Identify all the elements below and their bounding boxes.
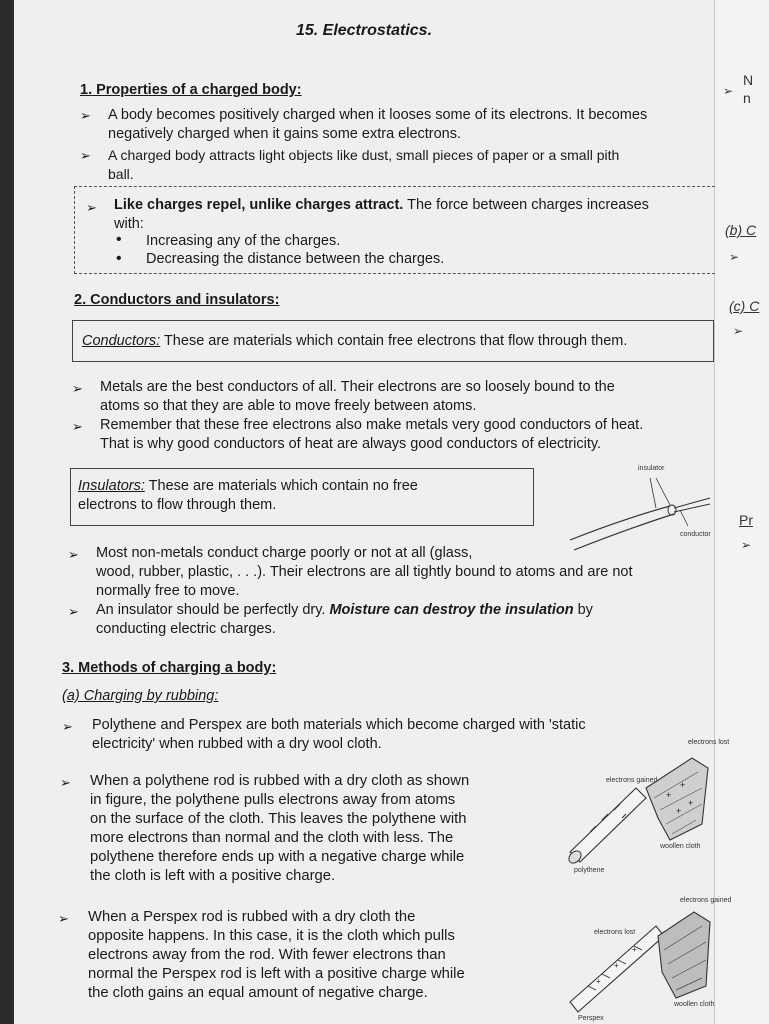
subsection-heading: (a) Charging by rubbing:: [62, 688, 219, 704]
paragraph: Metals are the best conductors of all. Their electrons are so loosely bound to the atoms so that they are able to move freely between atoms.: [100, 379, 615, 414]
paragraph: Polythene and Perspex are both materials which become charged with 'static electricity' when rubbed with a dry wool cloth.: [92, 717, 586, 752]
page-title: 15. Electrostatics.: [295, 22, 433, 39]
svg-text:+: +: [688, 798, 694, 808]
adjacent-arrow-icon: ➢: [741, 538, 752, 552]
svg-text:+: +: [596, 977, 601, 986]
key-point-text: Like charges repel, unlike charges attract. The force between charges increases: [114, 197, 649, 213]
bullet-arrow-icon: ➢: [72, 381, 83, 396]
fig-label-lost: electrons lost: [594, 929, 636, 936]
adjacent-arrow-icon: ➢: [729, 250, 740, 264]
bullet-arrow-icon: ➢: [86, 200, 97, 215]
paragraph-polythene: When a polythene rod is rubbed with a dry cloth as shown in figure, the polythene pulls electrons away from atoms on the surface of the cloth. This leaves the polythene with more electrons than normal and the cloth with less. The polythene therefore ends up with a negative charge while the cloth is left with a positive charge.: [90, 773, 470, 884]
adjacent-text: n: [743, 90, 751, 106]
adjacent-arrow-icon: ➢: [723, 84, 734, 98]
definition-text: Conductors: These are materials which contain free electrons that flow through them.: [82, 333, 628, 349]
paragraph: An insulator should be perfectly dry. Moisture can destroy the insulation by conducting electric charges.: [96, 602, 593, 637]
bullet-arrow-icon: ➢: [72, 419, 83, 434]
adjacent-text: Pr: [739, 512, 753, 528]
bullet-arrow-icon: ➢: [68, 547, 79, 562]
fig-label-cloth: woollen cloth: [660, 843, 701, 850]
bullet-arrow-icon: ➢: [80, 108, 91, 123]
adjacent-arrow-icon: ➢: [733, 324, 744, 338]
adjacent-text: N: [743, 72, 754, 88]
section-heading: 2. Conductors and insulators:: [74, 292, 280, 308]
list-item: Increasing any of the charges.: [146, 233, 341, 249]
section-heading: 3. Methods of charging a body:: [62, 660, 277, 676]
definition-text: Insulators: These are materials which contain no free electrons to flow through them.: [78, 478, 418, 513]
fig-label-cloth: woollen cloth: [674, 1001, 715, 1008]
adjacent-page-edge: [714, 0, 769, 1024]
svg-text:+: +: [680, 780, 686, 790]
paragraph: A body becomes positively charged when it looses some of its electrons. It becomes negatively charged when it gains some extra electrons.: [108, 107, 648, 142]
adjacent-text: (c) C: [729, 298, 760, 314]
list-item: Decreasing the distance between the charges.: [146, 251, 445, 267]
paragraph: Remember that these free electrons also make metals very good conductors of heat. That is why good conductors of heat are always good conductors of electricity.: [100, 417, 644, 452]
bullet-dot: •: [116, 231, 122, 248]
bullet-dot: •: [116, 250, 122, 267]
section-heading: 1. Properties of a charged body:: [80, 82, 302, 98]
fig-label-gained: electrons gained: [606, 777, 658, 784]
paragraph: Most non-metals conduct charge poorly or not at all (glass, wood, rubber, plastic, . . .). Their electrons are all tightly bound to atoms and are not normally free to move.: [96, 545, 633, 599]
perspex-rubbing-figure: [562, 890, 732, 1024]
bullet-arrow-icon: ➢: [60, 775, 71, 790]
svg-text:+: +: [614, 961, 619, 970]
fig-label-conductor: conductor: [680, 531, 711, 538]
bullet-arrow-icon: ➢: [58, 911, 69, 926]
insulated-wire-figure: [560, 458, 714, 554]
fig-label-rod: Perspex: [578, 1015, 604, 1022]
bullet-arrow-icon: ➢: [68, 604, 79, 619]
bullet-arrow-icon: ➢: [80, 148, 91, 163]
svg-text:+: +: [676, 806, 682, 816]
key-point-text: with:: [114, 216, 144, 232]
fig-label-gained: electrons gained: [680, 897, 732, 904]
polythene-rubbing-figure: [562, 728, 730, 878]
fig-label-insulator: insulator: [638, 465, 665, 472]
fig-label-rod: polythene: [574, 867, 605, 874]
fig-label-lost: electrons lost: [688, 739, 730, 746]
svg-text:+: +: [632, 945, 637, 954]
paragraph-perspex: When a Perspex rod is rubbed with a dry cloth the opposite happens. In this case, it is the cloth which pulls electrons away from the rod. With fewer electrons than normal the Perspex rod is left with a positive charge while the cloth gains an equal amount of negative charge.: [88, 909, 465, 1001]
textbook-page: [14, 0, 732, 1024]
adjacent-text: (b) C: [725, 222, 757, 238]
bullet-arrow-icon: ➢: [62, 719, 73, 734]
svg-text:+: +: [666, 790, 672, 800]
paragraph: A charged body attracts light objects like dust, small pieces of paper or a small pith ball.: [108, 147, 620, 182]
